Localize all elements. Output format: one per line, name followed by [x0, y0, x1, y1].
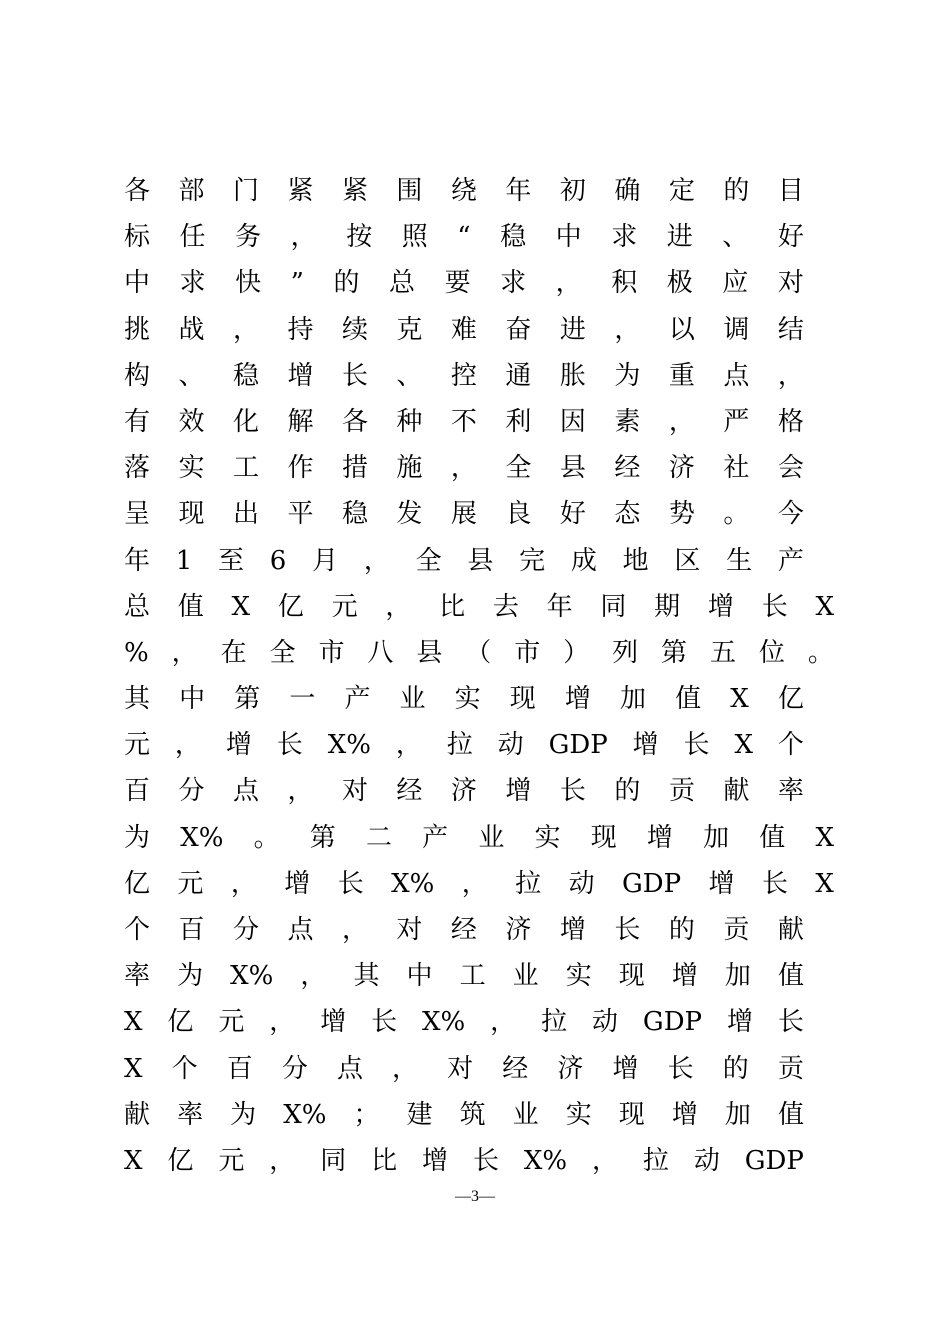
text-line: 献 率 为 X% ； 建 筑 业 实 现 增 加 值: [124, 1099, 804, 1130]
text-line: 年 1 至 6 月 ， 全 县 完 成 地 区 生 产: [124, 545, 804, 576]
text-line: 亿 元 ， 增 长 X% ， 拉 动 GDP 增 长 X: [124, 868, 834, 899]
text-line: X 亿 元 ， 增 长 X% ， 拉 动 GDP 增 长: [124, 1007, 804, 1038]
text-line: 总 值 X 亿 元 ， 比 去 年 同 期 增 长 X: [124, 591, 834, 622]
text-line: 各 部 门 紧 紧 围 绕 年 初 确 定 的 目: [124, 176, 804, 206]
text-line: % ， 在 全 市 八 县 （ 市 ） 列 第 五 位 。: [124, 637, 834, 668]
text-line: 有 效 化 解 各 种 不 利 因 素 ， 严 格: [124, 406, 804, 437]
text-line: 率 为 X% ， 其 中 工 业 实 现 增 加 值: [124, 961, 804, 992]
text-line: 标 任 务 ， 按 照 “ 稳 中 求 进 、 好: [124, 222, 804, 253]
text-line: X 亿 元 ， 同 比 增 长 X% ， 拉 动 GDP: [124, 1145, 804, 1176]
text-line: 呈 现 出 平 稳 发 展 良 好 态 势 。 今: [124, 499, 804, 530]
text-line: 为 X% 。 第 二 产 业 实 现 增 加 值 X: [124, 822, 834, 853]
text-line: 中 求 快 ” 的 总 要 求 ， 积 极 应 对: [124, 268, 804, 299]
text-line: 其 中 第 一 产 业 实 现 增 加 值 X 亿: [124, 684, 804, 715]
text-line: X 个 百 分 点 ， 对 经 济 增 长 的 贡: [124, 1053, 804, 1084]
text-line: 落 实 工 作 措 施 ， 全 县 经 济 社 会: [124, 453, 804, 484]
text-line: 挑 战 ， 持 续 克 难 奋 进 ， 以 调 结: [124, 314, 804, 345]
text-line: 百 分 点 ， 对 经 济 增 长 的 贡 献 率: [124, 776, 804, 807]
body-paragraph: [124, 168, 834, 1184]
text-line: 元 ， 增 长 X% ， 拉 动 GDP 增 长 X 个: [124, 730, 804, 761]
text-line: 个 百 分 点 ， 对 经 济 增 长 的 贡 献: [124, 915, 804, 945]
text-line: 构 、 稳 增 长 、 控 通 胀 为 重 点 ，: [124, 360, 804, 391]
page-number: —3—: [455, 1188, 495, 1205]
